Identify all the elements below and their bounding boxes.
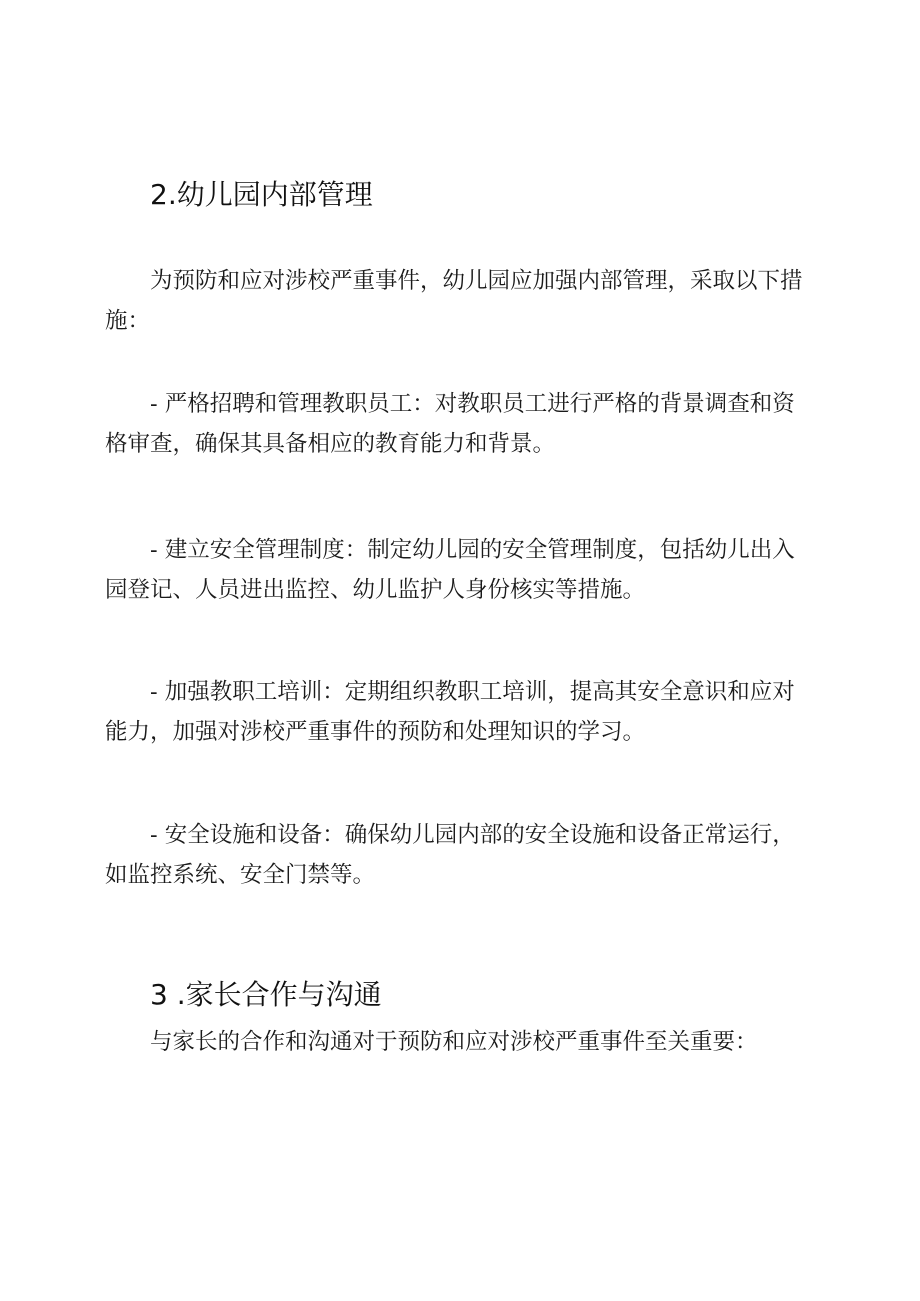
section-2-heading: 2.幼儿园内部管理 [150, 178, 373, 211]
section-3-heading: 3 .家长合作与沟通 [150, 978, 382, 1011]
measure-item-staff-training: - 加强教职工培训：定期组织教职工培训，提高其安全意识和应对能力，加强对涉校严重事件的预防和处理知识的学习。 [105, 679, 795, 745]
measure-item-safety-facilities: - 安全设施和设备：确保幼儿园内部的安全设施和设备正常运行，如监控系统、安全门禁等。 [105, 822, 795, 888]
section-2-intro: 为预防和应对涉校严重事件，幼儿园应加强内部管理，采取以下措施： [105, 268, 803, 334]
section-3-intro: 与家长的合作和沟通对于预防和应对涉校严重事件至关重要： [150, 1029, 758, 1055]
measure-item-staff-recruitment: - 严格招聘和管理教职员工：对教职员工进行严格的背景调查和资格审查，确保其具备相应的教育能力和背景。 [105, 391, 795, 457]
measure-item-safety-system: - 建立安全管理制度：制定幼儿园的安全管理制度，包括幼儿出入园登记、人员进出监控、幼儿监护人身份核实等措施。 [105, 537, 795, 603]
